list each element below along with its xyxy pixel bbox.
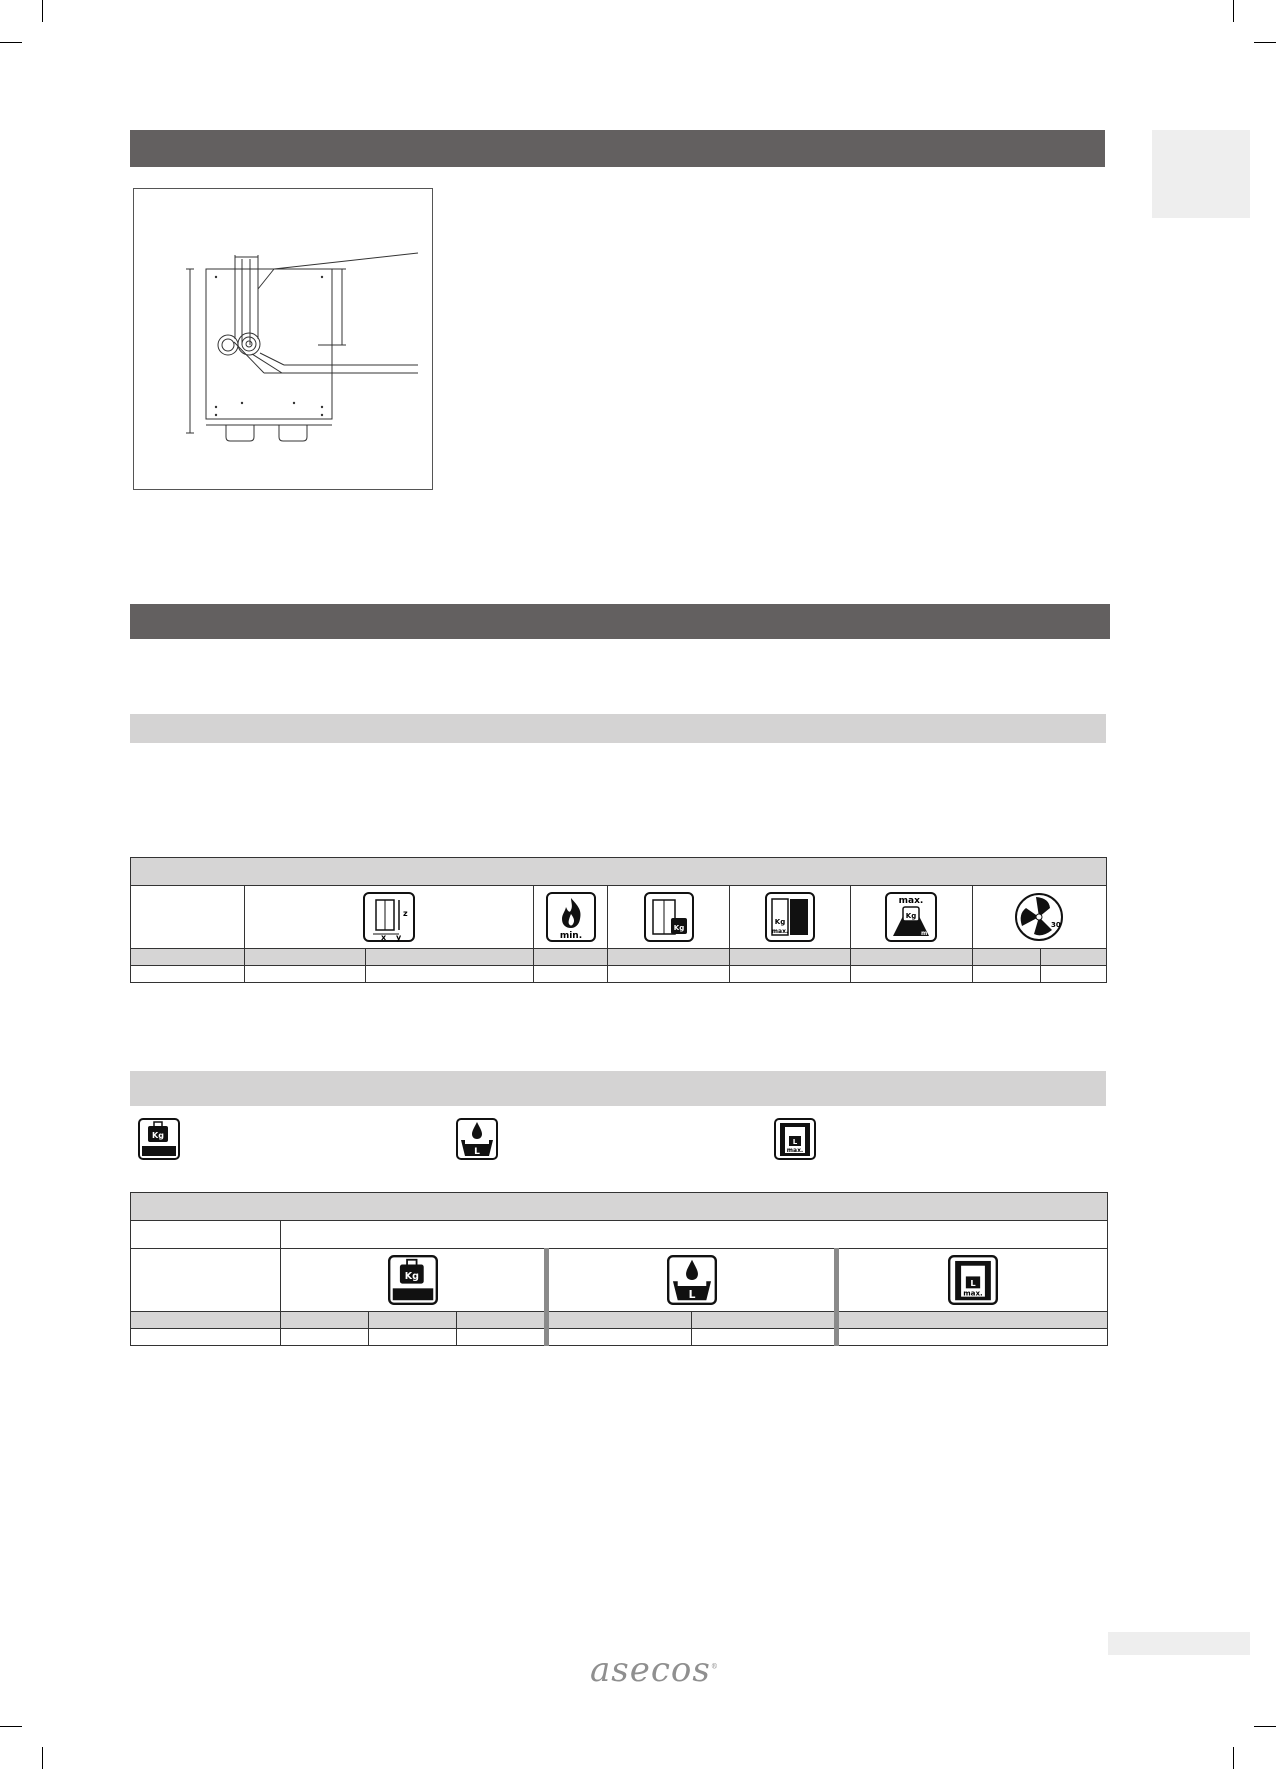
shelf-max-label: max. (771, 928, 789, 935)
table-icon-row (131, 886, 1107, 949)
cabinet-dimensions-icon (363, 892, 415, 942)
brand-logo (590, 1650, 719, 1690)
crop-mark (1254, 1726, 1276, 1727)
language-tab (1152, 130, 1250, 218)
legend-sump-l: L (474, 1147, 480, 1157)
legend-weight-kg: Kg (152, 1131, 164, 1140)
section-header-bar (130, 604, 1110, 639)
crop-mark (0, 42, 22, 43)
legend-volume-max: max. (786, 1147, 804, 1154)
table-icon-row (131, 1249, 1108, 1312)
crop-mark (1233, 0, 1234, 22)
subsection-header-bar (130, 1071, 1106, 1106)
max-volume-icon (774, 1118, 816, 1160)
fan-30-label: 30 (1051, 921, 1061, 929)
cabinet-drawing-svg (134, 189, 432, 489)
dim-x-label: x (381, 933, 387, 942)
table-row (131, 966, 1107, 983)
table-volume-l: L (970, 1277, 976, 1288)
crop-mark (42, 0, 43, 22)
fire-min-label: min. (559, 931, 582, 941)
table-row (131, 1329, 1108, 1346)
floor-max-label: max. (898, 896, 924, 906)
floor-m2-label: m² (921, 930, 931, 937)
crop-mark (1233, 1747, 1234, 1769)
dim-y-label: y (396, 933, 402, 942)
crop-mark (0, 1726, 22, 1727)
storage-capacity-table (130, 1192, 1108, 1346)
sump-volume-icon (456, 1118, 498, 1160)
table-header-row (131, 858, 1107, 886)
crop-mark (1254, 42, 1276, 43)
door-weight-icon (644, 892, 694, 942)
floor-kg-label: Kg (906, 912, 917, 920)
table-row (131, 1312, 1108, 1329)
door-kg-label: Kg (673, 924, 684, 932)
brand-name: asecos (590, 1650, 711, 1690)
floor-load-icon (885, 892, 937, 942)
shelf-load-icon (765, 892, 815, 942)
page-number-box (1108, 1632, 1250, 1655)
table-sump-l: L (688, 1287, 695, 1301)
technical-data-table (130, 857, 1107, 983)
brand-mark: ® (710, 1662, 719, 1671)
subsection-header-bar (130, 714, 1106, 743)
weight-icon (138, 1118, 180, 1160)
table-header-row (131, 1193, 1108, 1221)
table-volume-max: max. (963, 1288, 983, 1298)
weight-icon (388, 1255, 438, 1305)
dim-z-label: z (403, 909, 408, 918)
crop-mark (42, 1747, 43, 1769)
fire-resistance-icon (546, 892, 596, 942)
max-volume-icon (948, 1255, 998, 1305)
legend-volume-l: L (792, 1138, 798, 1146)
table-weight-kg: Kg (404, 1270, 419, 1282)
section-header-bar (130, 130, 1105, 167)
table-subheader-row (131, 1221, 1108, 1249)
table-row (131, 949, 1107, 966)
cabinet-connection-drawing (133, 188, 433, 490)
shelf-kg-label: Kg (774, 918, 786, 926)
sump-volume-icon (667, 1255, 717, 1305)
air-change-icon (1014, 892, 1064, 942)
